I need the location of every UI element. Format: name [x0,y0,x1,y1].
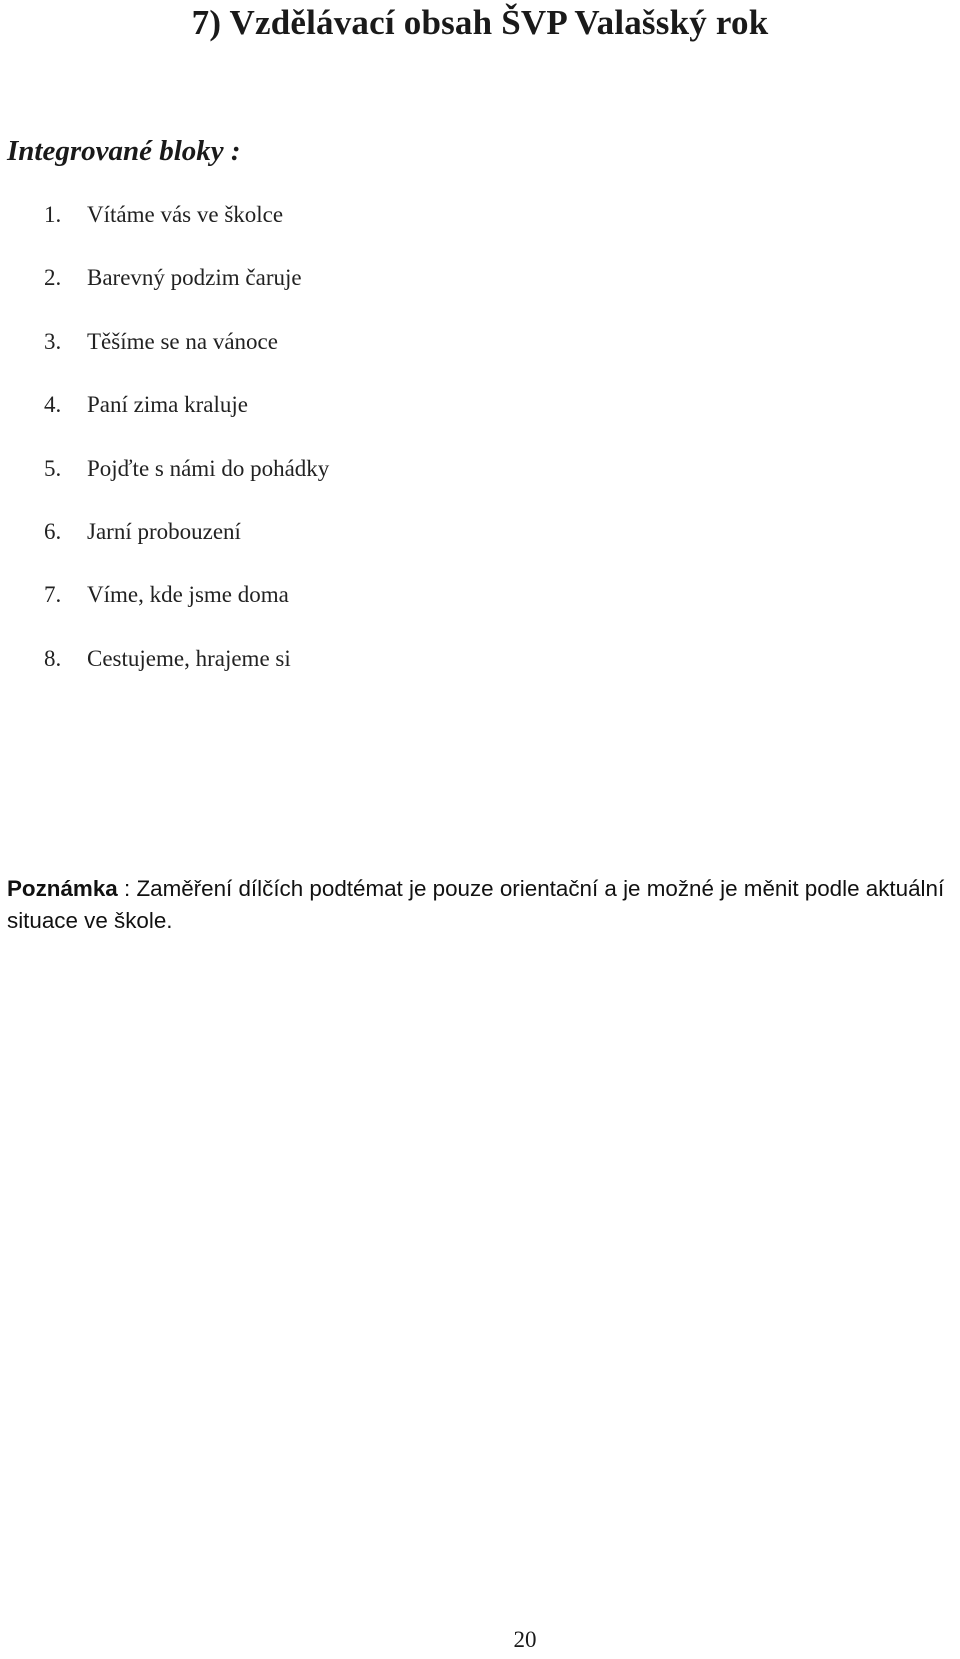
list-item-number: 2. [44,265,62,291]
list-item-number: 6. [44,518,62,544]
note-separator: : [117,876,137,901]
note-paragraph [7,873,957,937]
list-item-number: 8. [44,645,62,671]
list-item-label: Cestujeme, hrajeme si [87,645,291,671]
list-item-number: 3. [44,328,62,354]
list-item-number: 7. [44,582,62,608]
list-item-label: Paní zima kraluje [87,392,248,418]
list-item-number: 4. [44,392,62,418]
list-item-label: Barevný podzim čaruje [87,265,302,291]
list-item-label: Těšíme se na vánoce [87,328,278,354]
list-item-number: 5. [44,455,62,481]
list-item-number: 1. [44,202,62,227]
section-heading: Integrované bloky : [7,135,241,167]
note-label: Poznámka [7,876,118,901]
note-text: Zaměření dílčích podtémat je pouze orientační a je možné je měnit podle aktuální situace ve škole. [7,876,945,933]
page-title: 7) Vzdělávací obsah ŠVP Valašský rok [191,3,769,42]
list-item-label: Vítáme vás ve školce [87,202,284,227]
list-item-label: Víme, kde jsme doma [87,582,289,608]
page-number: 20 [513,1627,537,1652]
list-item-label: Pojďte s námi do pohádky [87,455,330,481]
list-item-label: Jarní probouzení [87,518,241,544]
